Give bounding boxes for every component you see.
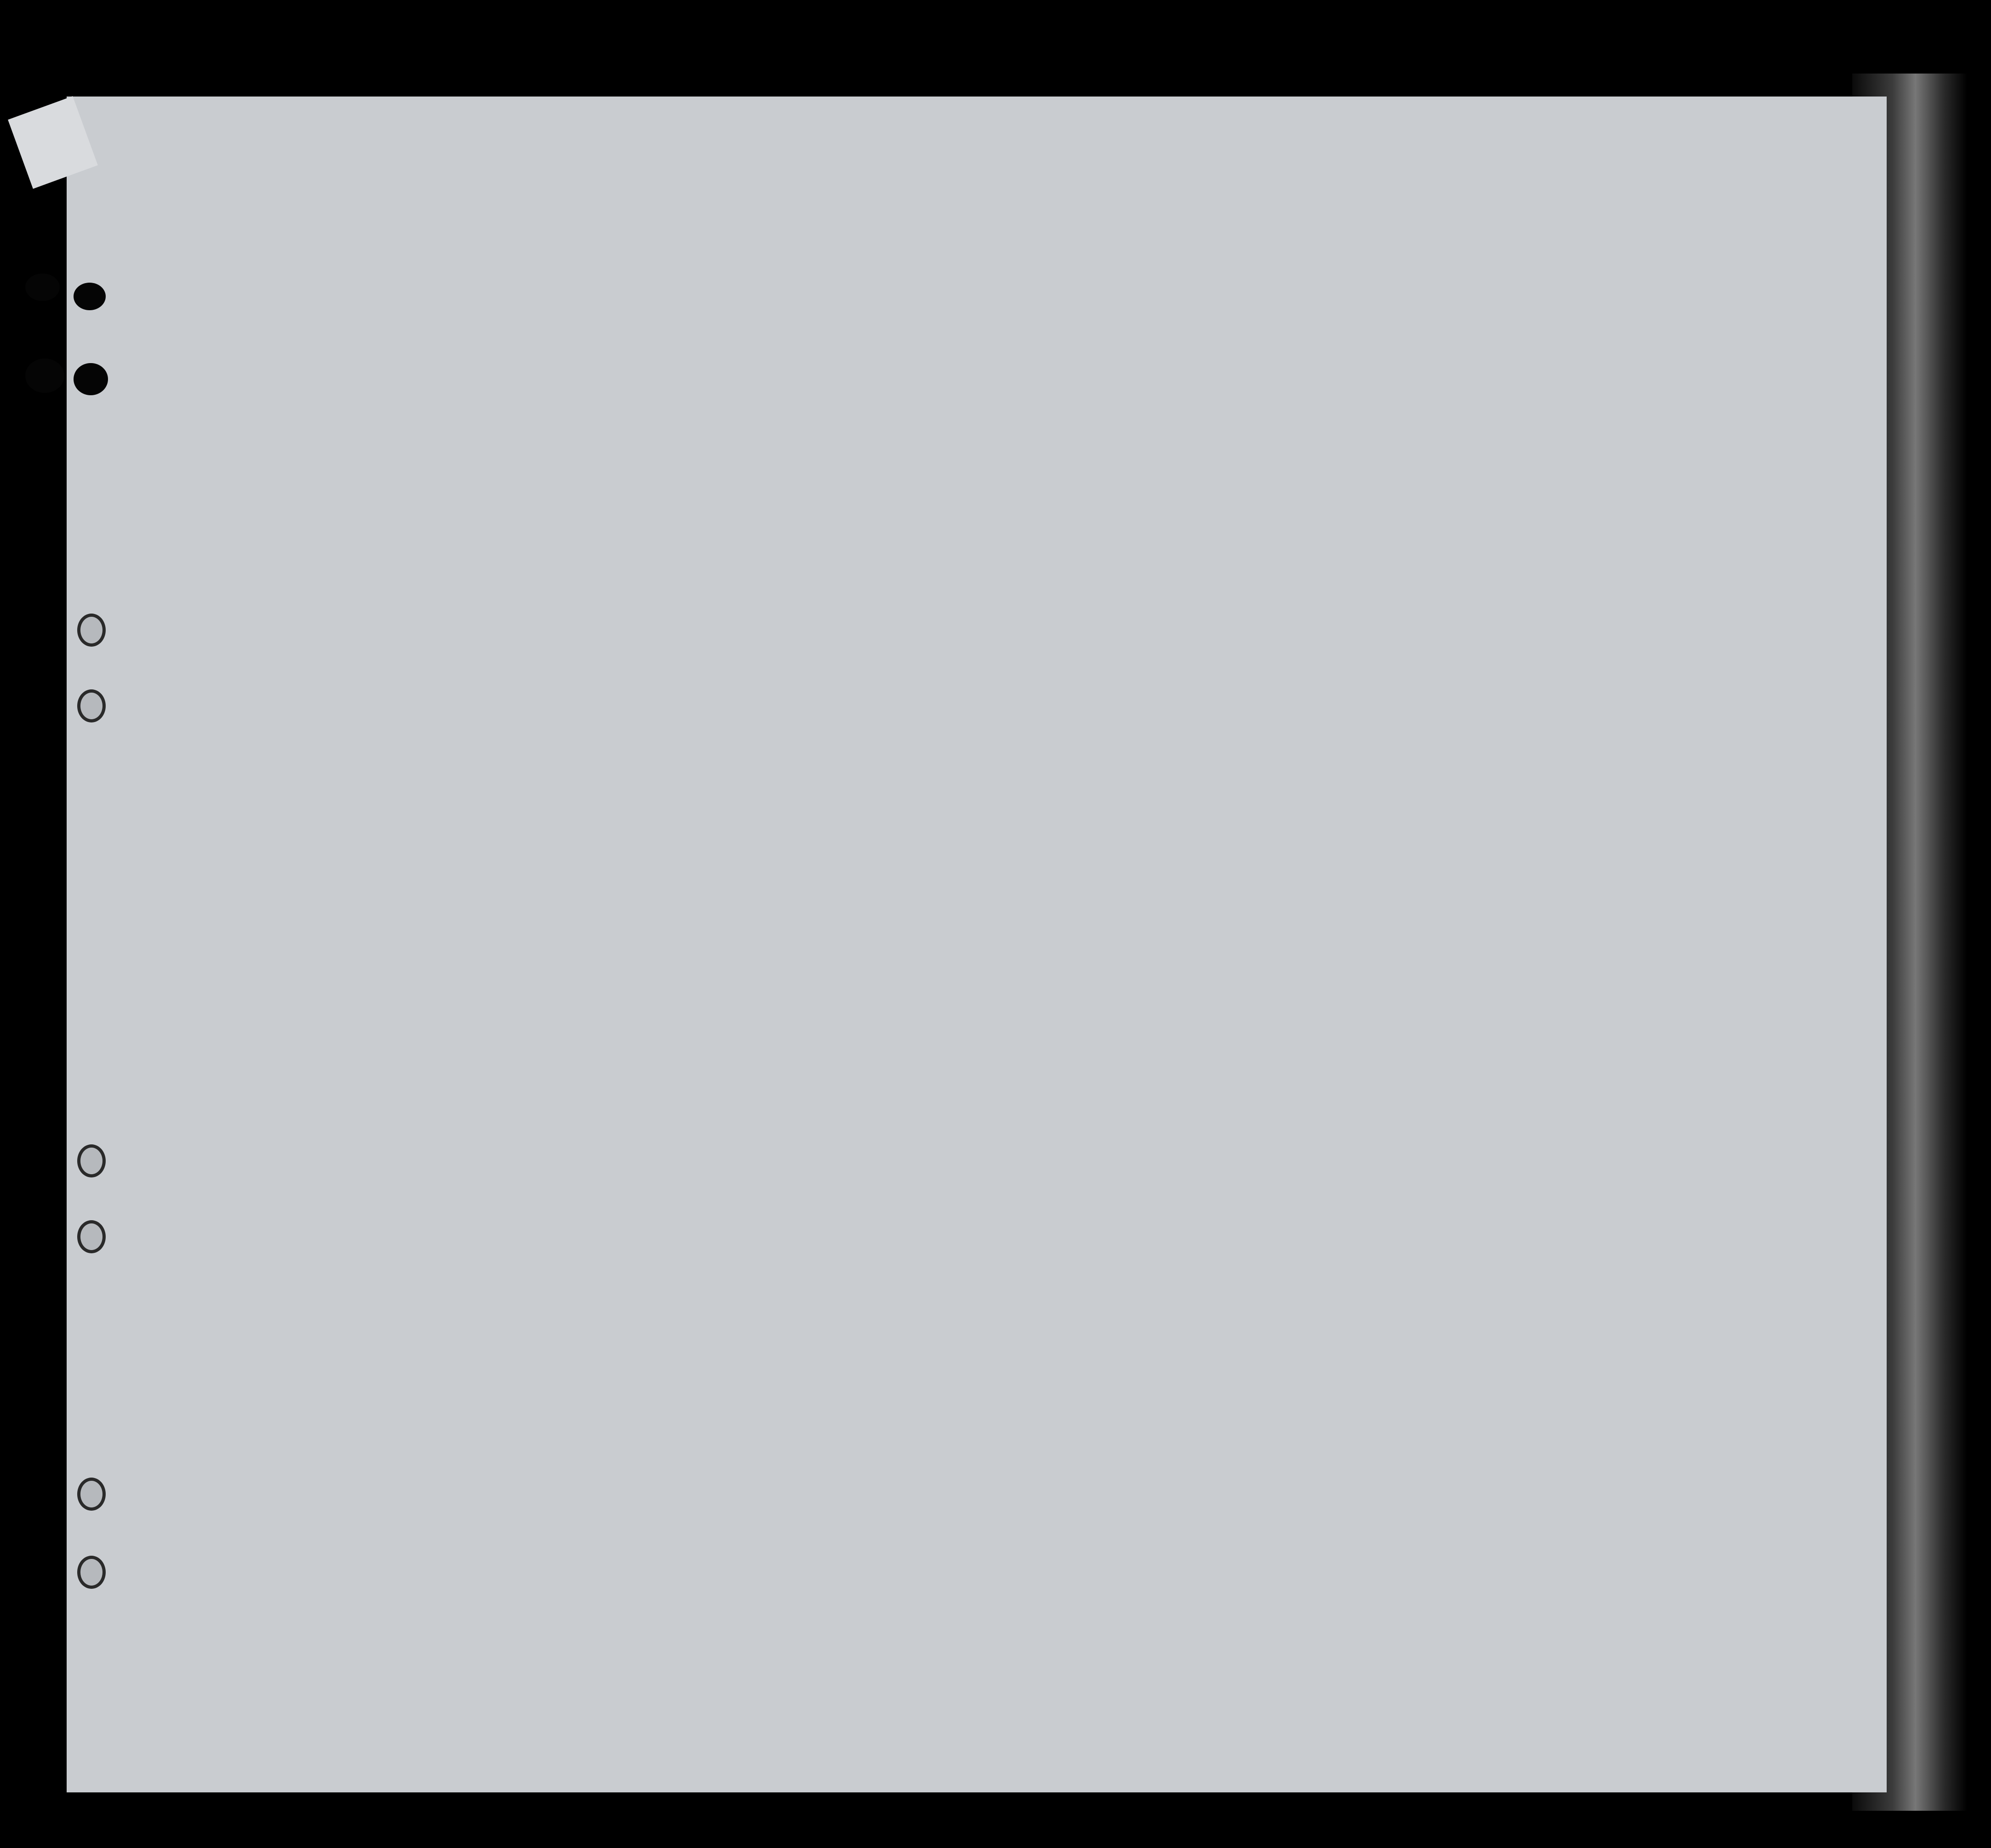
header-prison bbox=[1223, 368, 1255, 478]
header-polygamist bbox=[1265, 368, 1283, 478]
header-ticket bbox=[566, 363, 594, 473]
header-purpose-c bbox=[1183, 386, 1211, 478]
header-money bbox=[682, 363, 709, 473]
header-purpose-a bbox=[1121, 386, 1149, 478]
header-inches bbox=[1580, 432, 1593, 469]
header-purpose-b bbox=[1153, 386, 1180, 478]
header-anarchist bbox=[1289, 368, 1308, 478]
header-col28 bbox=[1314, 368, 1360, 478]
header-feet bbox=[1558, 432, 1572, 469]
header-col31 bbox=[1424, 368, 1442, 478]
header-col30 bbox=[1397, 368, 1420, 478]
